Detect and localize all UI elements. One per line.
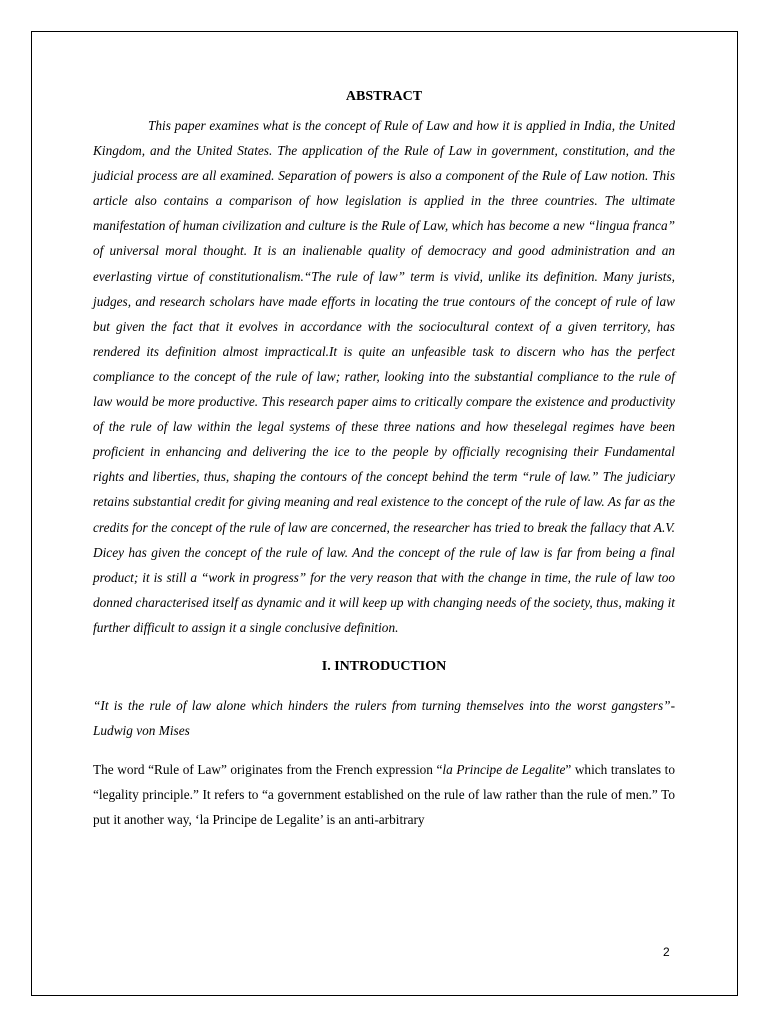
page-content xyxy=(93,84,675,832)
epigraph xyxy=(93,693,675,743)
abstract-body: This paper examines what is the concept of Rule of Law and how it is applied in India, the United Kingdom, and the United States. The application of the Rule of Law in government, constitution, and the judicial process are all examined. Separation of powers is also a component of the Rule of Law notion. This article also contains a comparison of how legislation is applied in the three countries. The ultimate manifestation of human civilization and culture is the Rule of Law, which has become a new “lingua franca” of universal moral thought. It is an inalienable quality of democracy and good administration and an everlasting virtue of constitutionalism.“The rule of law” term is vivid, unlike its definition. Many jurists, judges, and research scholars have made efforts in locating the true contours of the concept of rule of law but given the fact that it evolves in accordance with the sociocultural context of a given territory, has rendered its definition almost impractical.It is quite an unfeasible task to discern who has the perfect compliance to the concept of the rule of law; rather, looking into the substantial compliance to the rule of law would be more productive. This research paper aims to critically compare the existence and productivity of the rule of law within the legal systems of these three nations and how theselegal regimes have been proficient in enhancing and delivering the ice to the people by officially recognising their Fundamental rights and liberties, thus, shaping the contours of the concept behind the term “rule of law.” The judiciary retains substantial credit for giving meaning and real existence to the concept of the rule of law. As far as the credits for the concept of the rule of law are concerned, the researcher has tried to break the fallacy that A.V. Dicey has given the concept of the rule of law. And the concept of the rule of law is far from being a final product; it is still a “work in progress” for the very reason that with the change in time, the rule of law too donned characterised itself as dynamic and it will keep up with changing needs of the society, thus, making it further difficult to assign it a single conclusive definition. xyxy=(93,118,675,635)
introduction-paragraph xyxy=(93,757,675,832)
intro-text-part1: The word “Rule of Law” originates from the French expression “ xyxy=(93,761,443,777)
intro-italic-term: la Principe de Legalite xyxy=(442,761,566,777)
page-number: 2 xyxy=(663,945,670,959)
intro-text-part2: ” which translates to “legality principle.” It refers to “a government established on the rule of law rather than the rule of men.” To put it another way, ‘la Principe de Legalite’ is an anti-arbitrary xyxy=(93,761,675,827)
introduction-heading: I. INTRODUCTION xyxy=(321,658,447,674)
abstract-heading: ABSTRACT xyxy=(345,89,423,104)
epigraph-author: - Ludwig von Mises xyxy=(93,697,675,738)
epigraph-quote: “It is the rule of law alone which hinders the rulers from turning themselves into the worst gangsters” xyxy=(93,697,671,713)
